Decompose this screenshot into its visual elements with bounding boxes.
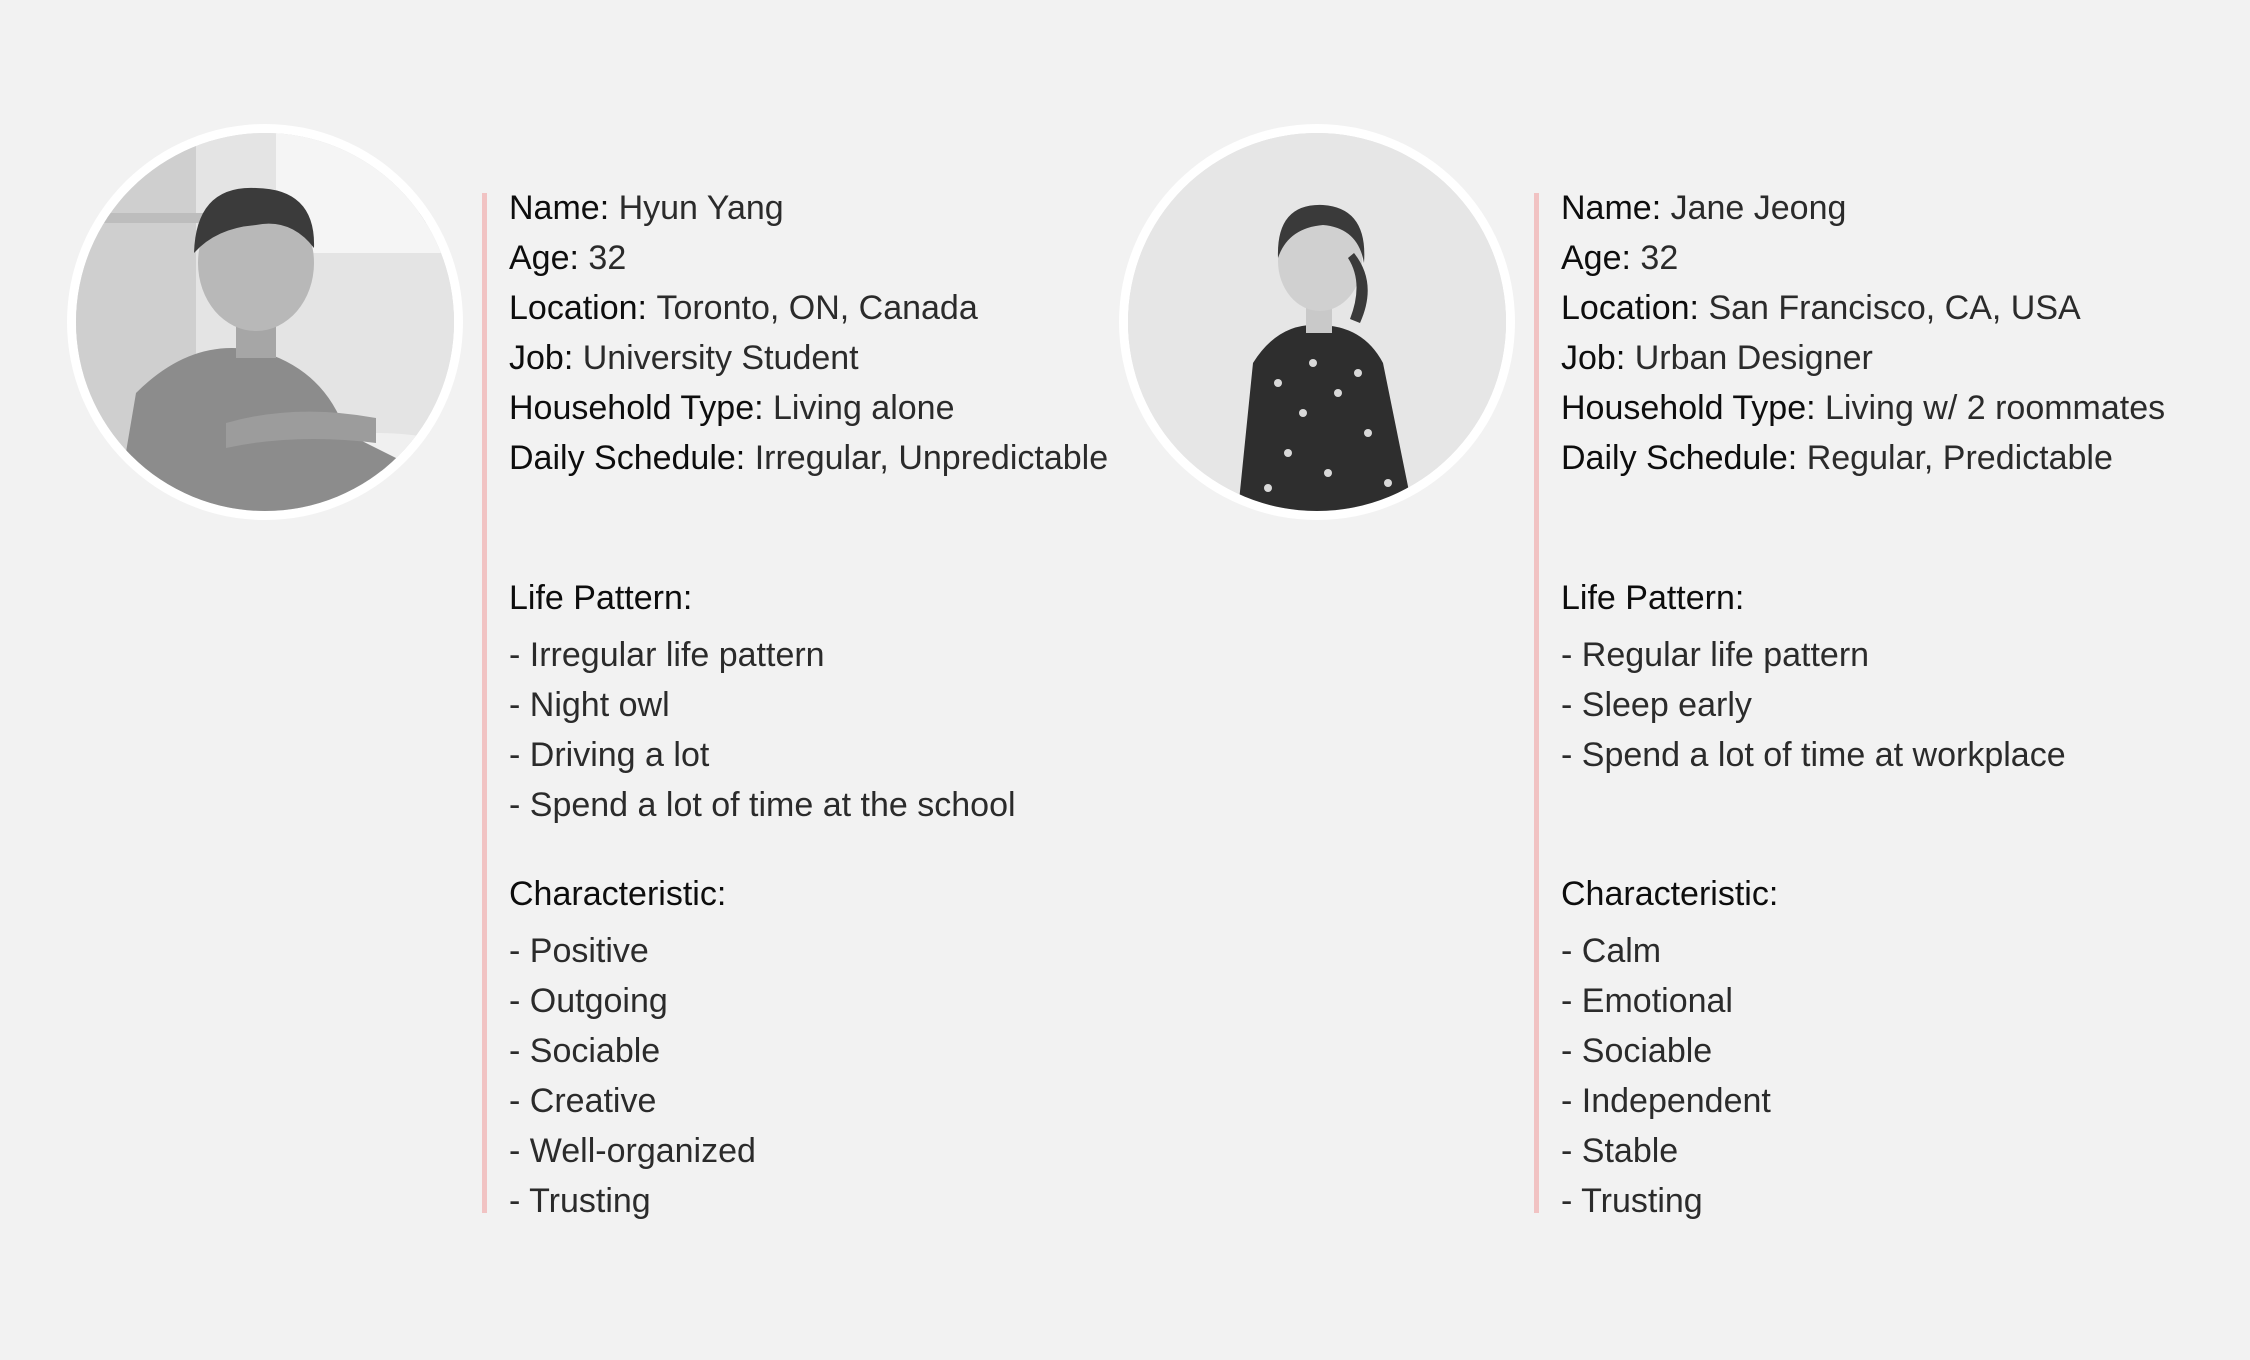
life-pattern-heading: Life Pattern: xyxy=(1561,579,1745,617)
household-row xyxy=(1561,383,2166,433)
name-label: Name: xyxy=(509,189,610,227)
list-item: - Spend a lot of time at the school xyxy=(509,780,1016,830)
characteristic-list xyxy=(509,926,756,1226)
household-value: Living w/ 2 roommates xyxy=(1825,389,2166,427)
characteristic-heading: Characteristic: xyxy=(1561,875,1779,913)
list-item: - Trusting xyxy=(1561,1176,1771,1226)
characteristic-heading: Characteristic: xyxy=(509,875,727,913)
household-label: Household Type: xyxy=(1561,389,1816,427)
profile-details xyxy=(1561,183,2166,483)
age-row xyxy=(509,233,1109,283)
schedule-row xyxy=(1561,433,2161,483)
list-item: - Calm xyxy=(1561,926,1771,976)
characteristic-list xyxy=(1561,926,1771,1226)
age-value: 32 xyxy=(1640,239,1679,277)
household-value: Living alone xyxy=(773,389,955,427)
profile-details xyxy=(509,183,1109,483)
persona-card-jane xyxy=(1052,0,2177,1360)
name-value: Jane Jeong xyxy=(1670,189,1847,227)
list-item: - Driving a lot xyxy=(509,730,1016,780)
age-label: Age: xyxy=(1561,239,1631,277)
list-item: - Irregular life pattern xyxy=(509,630,1016,680)
list-item: - Spend a lot of time at workplace xyxy=(1561,730,2066,780)
avatar-frame xyxy=(1119,124,1515,520)
household-row xyxy=(509,383,1109,433)
job-label: Job: xyxy=(509,339,574,377)
list-item: - Sociable xyxy=(1561,1026,1771,1076)
name-value: Hyun Yang xyxy=(618,189,784,227)
list-item: - Night owl xyxy=(509,680,1016,730)
avatar-photo-man xyxy=(76,133,454,511)
schedule-row xyxy=(509,433,1109,483)
household-label: Household Type: xyxy=(509,389,764,427)
life-pattern-heading: Life Pattern: xyxy=(509,579,693,617)
man-portrait-icon xyxy=(76,133,454,511)
location-row xyxy=(1561,283,2161,333)
age-value: 32 xyxy=(588,239,627,277)
list-item: - Sociable xyxy=(509,1026,756,1076)
avatar-frame xyxy=(67,124,463,520)
schedule-label: Daily Schedule: xyxy=(509,439,746,477)
list-item: - Trusting xyxy=(509,1176,756,1226)
location-value: Toronto, ON, Canada xyxy=(656,289,978,327)
schedule-value: Regular, Predictable xyxy=(1806,439,2113,477)
schedule-value: Irregular, Unpredictable xyxy=(754,439,1109,477)
accent-divider xyxy=(1534,193,1539,1213)
name-row xyxy=(1561,183,2161,233)
job-label: Job: xyxy=(1561,339,1626,377)
life-pattern-list xyxy=(509,630,1016,830)
location-label: Location: xyxy=(1561,289,1699,327)
name-row xyxy=(509,183,1109,233)
job-value: Urban Designer xyxy=(1634,339,1873,377)
accent-divider xyxy=(482,193,487,1213)
age-row xyxy=(1561,233,2161,283)
life-pattern-list xyxy=(1561,630,2066,780)
location-row xyxy=(509,283,1109,333)
list-item: - Positive xyxy=(509,926,756,976)
avatar-photo-woman xyxy=(1128,133,1506,511)
location-label: Location: xyxy=(509,289,647,327)
location-value: San Francisco, CA, USA xyxy=(1708,289,2081,327)
job-row xyxy=(1561,333,2161,383)
list-item: - Emotional xyxy=(1561,976,1771,1026)
list-item: - Outgoing xyxy=(509,976,756,1026)
job-value: University Student xyxy=(582,339,859,377)
list-item: - Creative xyxy=(509,1076,756,1126)
list-item: - Well-organized xyxy=(509,1126,756,1176)
list-item: - Independent xyxy=(1561,1076,1771,1126)
list-item: - Stable xyxy=(1561,1126,1771,1176)
woman-portrait-icon xyxy=(1128,133,1506,511)
job-row xyxy=(509,333,1109,383)
list-item: - Regular life pattern xyxy=(1561,630,2066,680)
name-label: Name: xyxy=(1561,189,1662,227)
age-label: Age: xyxy=(509,239,579,277)
schedule-label: Daily Schedule: xyxy=(1561,439,1798,477)
list-item: - Sleep early xyxy=(1561,680,2066,730)
